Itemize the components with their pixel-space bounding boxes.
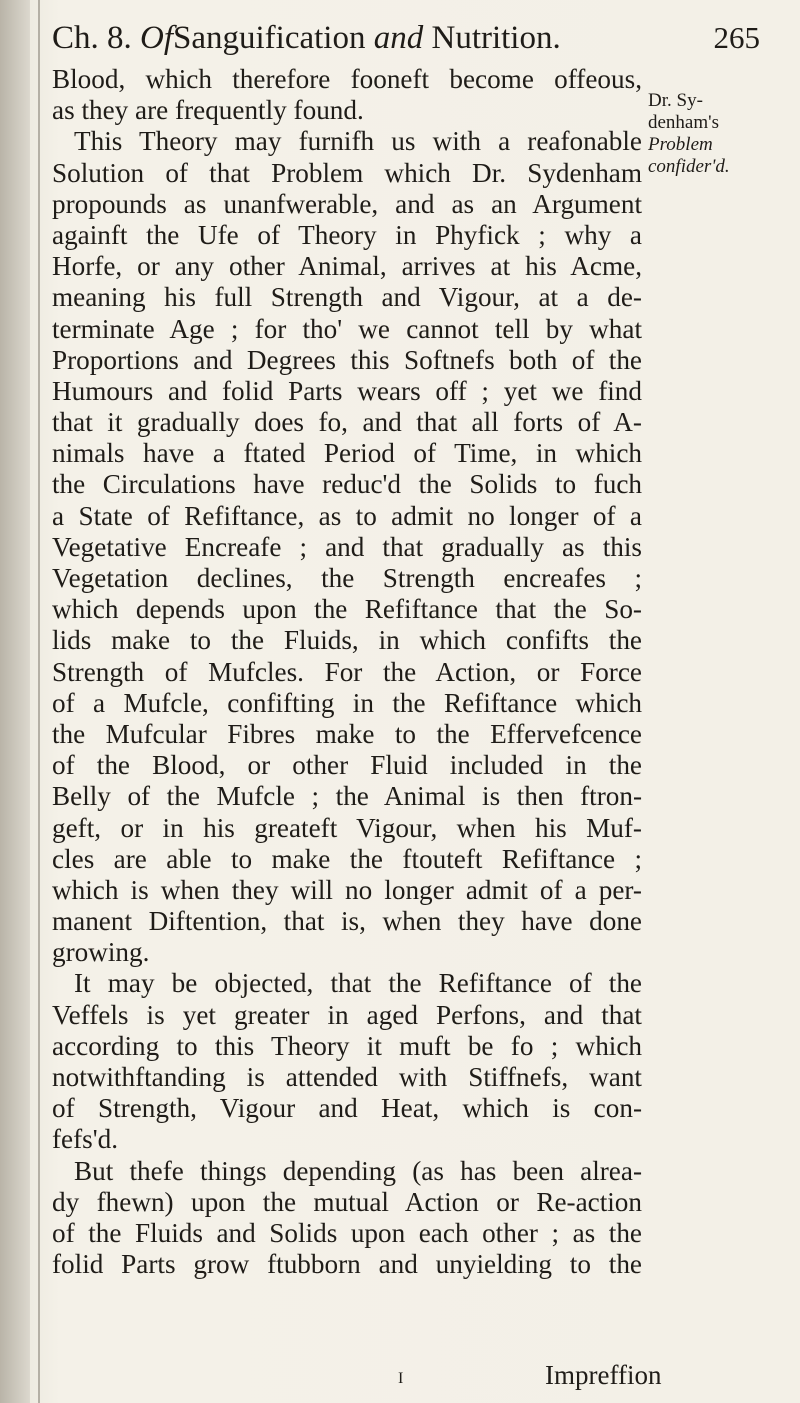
running-head [52,14,561,62]
text-line: that it gradually does fo, and that all forts of A- [52,407,642,438]
text-line: Solution of that Problem which Dr. Sydenham [52,157,642,188]
text-line: Blood, which therefore fooneft become offeous, [52,64,642,94]
catchword: Impreffion [545,1360,662,1390]
text-line: It may be objected, that the Refiftance of the [74,968,642,999]
text-line: of Strength, Vigour and Heat, which is con- [52,1093,642,1124]
signature-mark: I [398,1370,404,1387]
text-line: which is when they will no longer admit of a per- [52,874,642,905]
text-line: folid Parts grow ftubborn and unyielding to the [52,1249,642,1280]
text-line: manent Diftention, that is, when they have done [52,906,642,937]
text-line: terminate Age ; for tho' we cannot tell by what [52,313,642,344]
text-line: a State of Refiftance, as to admit no longer of a [52,500,642,531]
text-line: of the Fluids and Solids upon each other ; as the [52,1217,642,1248]
text-line: the Circulations have reduc'd the Solids to fuch [52,469,642,500]
text-line: of a Mufcle, confifting in the Refiftance which [52,687,642,718]
chapter-label: Ch. 8. [52,20,132,56]
text-line: nimals have a ftated Period of Time, in which [52,438,642,469]
title-main: Sanguification [173,20,366,56]
title-of: Of [140,20,174,56]
text-line: dy fhewn) upon the mutual Action or Re-action [52,1186,642,1217]
text-line: againft the Ufe of Theory in Phyfick ; why a [52,219,642,250]
gutter-shadow-line [38,0,40,1403]
margin-note-line: Problem [648,134,713,155]
text-line: the Mufcular Fibres make to the Effervefcence [52,718,642,749]
text-line: Vegetative Encreafe ; and that gradually as this [52,531,642,562]
margin-note-line: Dr. Sy- [648,90,703,111]
body-text [52,64,642,1280]
text-line: But thefe things depending (as has been alrea- [74,1155,642,1186]
margin-note [648,90,788,178]
text-line: Strength of Mufcles. For the Action, or Force [52,656,642,687]
text-line: Veffels is yet greater in aged Perfons, and that [52,999,642,1030]
text-line: Humours and folid Parts wears off ; yet we find [52,375,642,406]
text-line: meaning his full Strength and Vigour, at a de- [52,282,642,313]
text-line: Belly of the Mufcle ; the Animal is then ftron- [52,781,642,812]
text-line: lids make to the Fluids, in which confifts the [52,625,642,656]
text-line: Proportions and Degrees this Softnefs both of the [52,344,642,375]
text-line: This Theory may furnifh us with a reafonable [74,126,642,157]
title-end: Nutrition. [431,20,561,56]
text-line: as they are frequently found. [52,95,364,126]
text-line: fefs'd. [52,1124,119,1155]
text-line: geft, or in his greateft Vigour, when his Muf- [52,812,642,843]
margin-note-line: confider'd. [648,156,730,177]
text-line: Vegetation declines, the Strength encreafes ; [52,563,642,593]
page-header [52,14,760,62]
page-number: 265 [713,20,760,55]
text-line: propounds as unanfwerable, and as an Argument [52,188,642,219]
text-line: notwithftanding is attended with Stiffnefs, want [52,1062,642,1092]
text-line: cles are able to make the ftouteft Refiftance ; [52,843,642,874]
text-line: of the Blood, or other Fluid included in the [52,750,642,781]
text-line: growing. [52,937,150,968]
margin-note-line: denham's [648,112,719,133]
title-and: and [373,20,424,56]
binding-gutter [0,0,30,1403]
text-line: which depends upon the Refiftance that the So- [52,594,642,625]
text-line: according to this Theory it muft be fo ; which [52,1030,642,1061]
text-line: Horfe, or any other Animal, arrives at his Acme, [52,251,642,282]
